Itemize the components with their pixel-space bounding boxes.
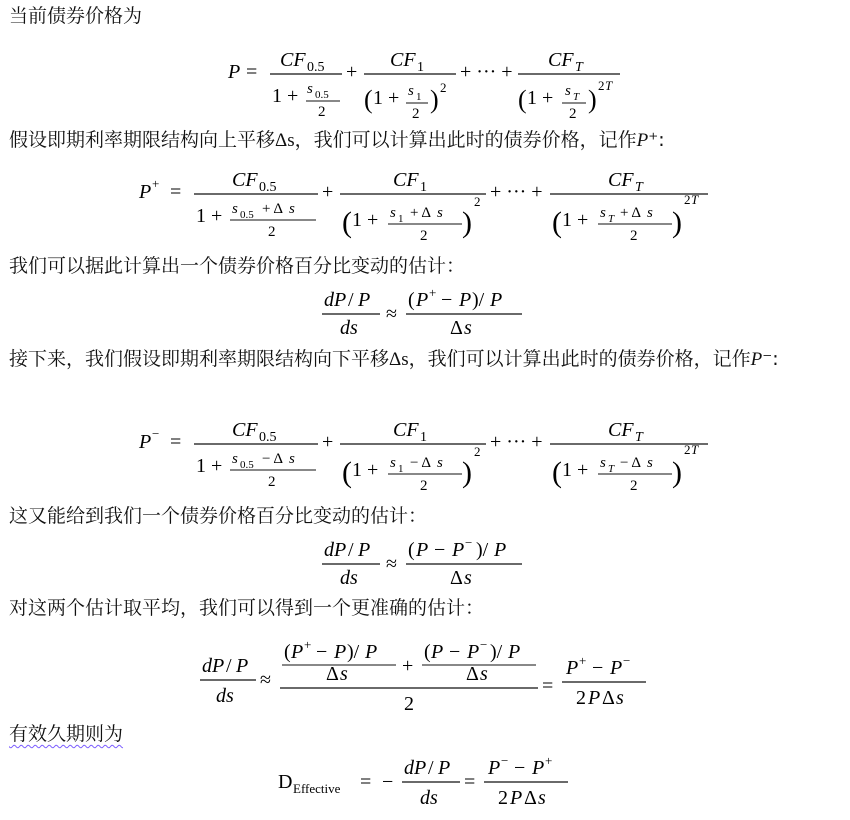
svg-text:0.5: 0.5	[240, 209, 254, 221]
paragraph-average	[9, 594, 484, 622]
svg-text:2: 2	[268, 474, 276, 490]
svg-text:/: /	[428, 757, 434, 779]
svg-text:−: −	[441, 289, 453, 311]
svg-text:P: P	[459, 289, 472, 311]
svg-text:+: +	[579, 653, 587, 668]
svg-text:2: 2	[412, 106, 420, 122]
svg-text:+ Δ: + Δ	[262, 201, 284, 217]
svg-text:+: +	[429, 285, 437, 300]
svg-text:P: P	[490, 289, 503, 311]
svg-text:1 +: 1 +	[352, 459, 379, 481]
svg-text:ds: ds	[420, 787, 438, 809]
svg-text:)/: )/	[347, 641, 360, 663]
svg-text:s: s	[647, 205, 653, 221]
svg-text:=: =	[464, 771, 476, 793]
svg-text:0.5: 0.5	[259, 430, 277, 445]
svg-text:−: −	[480, 637, 488, 652]
svg-text:=: =	[360, 771, 372, 793]
svg-text:−: −	[501, 753, 509, 768]
svg-text:+: +	[322, 181, 334, 203]
svg-text:−: −	[449, 641, 461, 663]
text-shift-down-cont: ，我们可以计算出此时的债券价格，记作	[408, 348, 751, 370]
svg-text:2: 2	[684, 192, 691, 207]
svg-text:P: P	[228, 61, 241, 83]
svg-text:Δ: Δ	[602, 687, 615, 709]
svg-text:P: P	[358, 539, 371, 561]
svg-text:P: P	[236, 655, 249, 677]
paragraph-shift-down	[9, 345, 841, 374]
svg-text:P: P	[431, 641, 444, 663]
svg-text:+ ··· +: + ··· +	[490, 431, 543, 453]
svg-text:ds: ds	[216, 685, 234, 707]
equation-bond-price	[0, 40, 850, 126]
svg-text:P: P	[566, 657, 579, 679]
svg-text:−: −	[623, 653, 631, 668]
svg-text:−: −	[382, 771, 394, 793]
svg-text:): )	[672, 456, 682, 489]
svg-text:1 +: 1 +	[196, 455, 223, 477]
paragraph-current-price	[9, 2, 142, 30]
svg-text:+ Δ: + Δ	[410, 205, 432, 221]
svg-text:(: (	[552, 206, 562, 239]
svg-text:(: (	[342, 456, 352, 489]
svg-text:+: +	[322, 431, 334, 453]
svg-text:2: 2	[404, 693, 414, 714]
svg-text:2: 2	[268, 224, 276, 240]
svg-text:P: P	[588, 687, 601, 709]
svg-text:2: 2	[474, 444, 481, 459]
svg-text:s: s	[600, 205, 606, 221]
svg-text:CF: CF	[232, 169, 258, 191]
svg-text:P: P	[438, 757, 451, 779]
svg-text:1 +: 1 +	[272, 85, 299, 107]
svg-text:s: s	[616, 687, 624, 709]
svg-text:=: =	[170, 431, 182, 453]
svg-text:P: P	[365, 641, 378, 663]
svg-text:− Δ: − Δ	[262, 451, 284, 467]
svg-text:−: −	[514, 757, 526, 779]
svg-text:s: s	[390, 455, 396, 471]
svg-text:2: 2	[576, 687, 586, 709]
svg-text:Δ: Δ	[450, 567, 463, 589]
delta-s-symbol: Δs	[275, 130, 295, 151]
svg-text:Δ: Δ	[450, 317, 463, 339]
svg-text:s: s	[307, 81, 313, 97]
paragraph-estimate-up	[9, 252, 465, 280]
svg-text:dP: dP	[404, 757, 427, 779]
text-effective-duration: 有效久期则为	[9, 723, 124, 745]
svg-text:P: P	[508, 641, 521, 663]
svg-text:2: 2	[474, 194, 481, 209]
svg-text:CF: CF	[232, 419, 258, 441]
paragraph-effective-duration	[9, 720, 123, 748]
svg-text:s: s	[232, 201, 238, 217]
svg-text:P: P	[416, 539, 429, 561]
svg-text:s: s	[464, 567, 472, 589]
text-shift-up-cont: ，我们可以计算出此时的债券价格，记作	[294, 129, 637, 151]
svg-text:dP: dP	[202, 655, 225, 677]
svg-text:+: +	[152, 176, 160, 191]
text-current-price: 当前债券价格为	[9, 5, 143, 27]
colon: :	[658, 129, 665, 151]
svg-text:T: T	[573, 91, 580, 103]
svg-text:): )	[430, 85, 439, 114]
svg-text:(: (	[364, 85, 373, 114]
svg-text:T: T	[608, 213, 615, 225]
svg-text:−: −	[434, 539, 446, 561]
svg-text:T: T	[691, 192, 699, 207]
svg-text:): )	[462, 456, 472, 489]
svg-text:2: 2	[440, 80, 447, 95]
svg-text:)/: )/	[476, 539, 489, 561]
text-estimate-down: 这又能给到我们一个债券价格百分比变动的估计：	[9, 505, 428, 527]
p-plus-symbol: P⁺	[636, 130, 659, 151]
text-shift-down: 接下来，我们假设即期利率期限结构向下平移	[9, 348, 390, 370]
svg-text:CF: CF	[280, 49, 306, 71]
equation-estimate-down	[0, 534, 850, 596]
svg-text:s: s	[390, 205, 396, 221]
text-average: 对这两个估计取平均，我们可以得到一个更准确的估计：	[9, 597, 485, 619]
equation-estimate-up	[0, 284, 850, 346]
svg-text:s: s	[437, 455, 443, 471]
svg-text:1 +: 1 +	[527, 87, 554, 109]
svg-text:+ ··· +: + ··· +	[460, 61, 513, 83]
svg-text:(: (	[408, 539, 415, 561]
svg-text:s: s	[408, 83, 414, 99]
svg-text:(: (	[342, 206, 352, 239]
svg-text:Effective: Effective	[293, 781, 341, 796]
svg-text:−: −	[592, 657, 604, 679]
svg-text:D: D	[278, 771, 293, 793]
svg-text:T: T	[608, 463, 615, 475]
svg-text:1 +: 1 +	[352, 209, 379, 231]
svg-text:(: (	[518, 85, 527, 114]
svg-text:2: 2	[598, 78, 605, 93]
svg-text:): )	[462, 206, 472, 239]
svg-text:Δ: Δ	[466, 663, 479, 685]
svg-text:2: 2	[420, 228, 428, 244]
equation-average	[0, 634, 850, 718]
svg-text:=: =	[542, 675, 554, 697]
paragraph-shift-up	[9, 126, 665, 155]
text-estimate-up: 我们可以据此计算出一个债券价格百分比变动的估计：	[9, 255, 466, 277]
svg-text:P: P	[291, 641, 304, 663]
svg-text:0.5: 0.5	[307, 60, 325, 75]
svg-text:−: −	[152, 426, 160, 441]
svg-text:(: (	[424, 641, 431, 663]
svg-text:): )	[588, 85, 597, 114]
svg-text:P: P	[139, 431, 152, 453]
svg-text:s: s	[340, 663, 348, 685]
equation-price-up	[0, 160, 850, 254]
svg-text:P: P	[358, 289, 371, 311]
svg-text:)/: )/	[472, 289, 485, 311]
svg-text:≈: ≈	[386, 303, 397, 325]
svg-text:s: s	[289, 451, 295, 467]
svg-text:/: /	[348, 289, 354, 311]
svg-text:CF: CF	[393, 419, 419, 441]
svg-text:−: −	[316, 641, 328, 663]
svg-text:1 +: 1 +	[373, 87, 400, 109]
svg-text:P: P	[467, 641, 480, 663]
svg-text:=: =	[246, 61, 258, 83]
svg-text:P: P	[510, 787, 523, 809]
svg-text:CF: CF	[390, 49, 416, 71]
svg-text:1: 1	[398, 463, 404, 475]
svg-text:2: 2	[684, 442, 691, 457]
p-minus-symbol: P⁻	[750, 349, 773, 370]
svg-text:− Δ: − Δ	[410, 455, 432, 471]
svg-text:T: T	[635, 180, 643, 195]
svg-text:− Δ: − Δ	[620, 455, 642, 471]
svg-text:2: 2	[420, 478, 428, 494]
svg-text:s: s	[437, 205, 443, 221]
svg-text:dP: dP	[324, 539, 347, 561]
svg-text:(: (	[408, 289, 415, 311]
svg-text:dP: dP	[324, 289, 347, 311]
svg-text:P: P	[139, 181, 152, 203]
svg-text:)/: )/	[490, 641, 503, 663]
svg-text:1: 1	[398, 213, 404, 225]
svg-text:): )	[672, 206, 682, 239]
svg-text:s: s	[232, 451, 238, 467]
equation-price-down	[0, 410, 850, 504]
svg-text:/: /	[226, 655, 232, 677]
svg-text:+: +	[545, 753, 553, 768]
svg-text:T: T	[575, 60, 583, 75]
svg-text:P: P	[532, 757, 545, 779]
svg-text:2: 2	[630, 228, 638, 244]
svg-text:s: s	[538, 787, 546, 809]
svg-text:s: s	[464, 317, 472, 339]
svg-text:+: +	[304, 637, 312, 652]
svg-text:CF: CF	[393, 169, 419, 191]
svg-text:P: P	[416, 289, 429, 311]
svg-text:1: 1	[420, 430, 427, 445]
svg-text:+: +	[346, 61, 358, 83]
text-shift-up: 假设即期利率期限结构向上平移	[9, 129, 276, 151]
svg-text:2: 2	[498, 787, 508, 809]
equation-effective-duration	[0, 752, 850, 820]
svg-text:0.5: 0.5	[240, 459, 254, 471]
colon: :	[772, 348, 779, 370]
svg-text:T: T	[635, 430, 643, 445]
svg-text:1 +: 1 +	[562, 459, 589, 481]
svg-text:CF: CF	[548, 49, 574, 71]
svg-text:T: T	[605, 78, 613, 93]
svg-text:P: P	[334, 641, 347, 663]
svg-text:T: T	[691, 442, 699, 457]
svg-text:s: s	[647, 455, 653, 471]
svg-text:s: s	[480, 663, 488, 685]
svg-text:(: (	[552, 456, 562, 489]
svg-text:=: =	[170, 181, 182, 203]
paragraph-estimate-down	[9, 502, 427, 530]
svg-text:(: (	[284, 641, 291, 663]
svg-text:+ Δ: + Δ	[620, 205, 642, 221]
svg-text:0.5: 0.5	[315, 89, 329, 101]
svg-text:Δ: Δ	[524, 787, 537, 809]
svg-text:/: /	[348, 539, 354, 561]
svg-text:s: s	[600, 455, 606, 471]
svg-text:P: P	[488, 757, 501, 779]
svg-text:CF: CF	[608, 169, 634, 191]
svg-text:P: P	[452, 539, 465, 561]
svg-text:1: 1	[416, 91, 422, 103]
svg-text:s: s	[565, 83, 571, 99]
svg-text:P: P	[610, 657, 623, 679]
svg-text:2: 2	[318, 104, 326, 120]
svg-text:Δ: Δ	[326, 663, 339, 685]
svg-text:2: 2	[569, 106, 577, 122]
svg-text:CF: CF	[608, 419, 634, 441]
svg-text:1 +: 1 +	[196, 205, 223, 227]
svg-text:s: s	[289, 201, 295, 217]
svg-text:ds: ds	[340, 567, 358, 589]
delta-s-symbol: Δs	[389, 349, 409, 370]
svg-text:P: P	[494, 539, 507, 561]
svg-text:0.5: 0.5	[259, 180, 277, 195]
svg-text:1: 1	[420, 180, 427, 195]
svg-text:−: −	[465, 535, 473, 550]
svg-text:≈: ≈	[260, 669, 271, 691]
svg-text:≈: ≈	[386, 553, 397, 575]
svg-text:1 +: 1 +	[562, 209, 589, 231]
svg-text:2: 2	[630, 478, 638, 494]
svg-text:+ ··· +: + ··· +	[490, 181, 543, 203]
svg-text:+: +	[402, 655, 414, 677]
svg-text:ds: ds	[340, 317, 358, 339]
svg-text:1: 1	[417, 60, 424, 75]
